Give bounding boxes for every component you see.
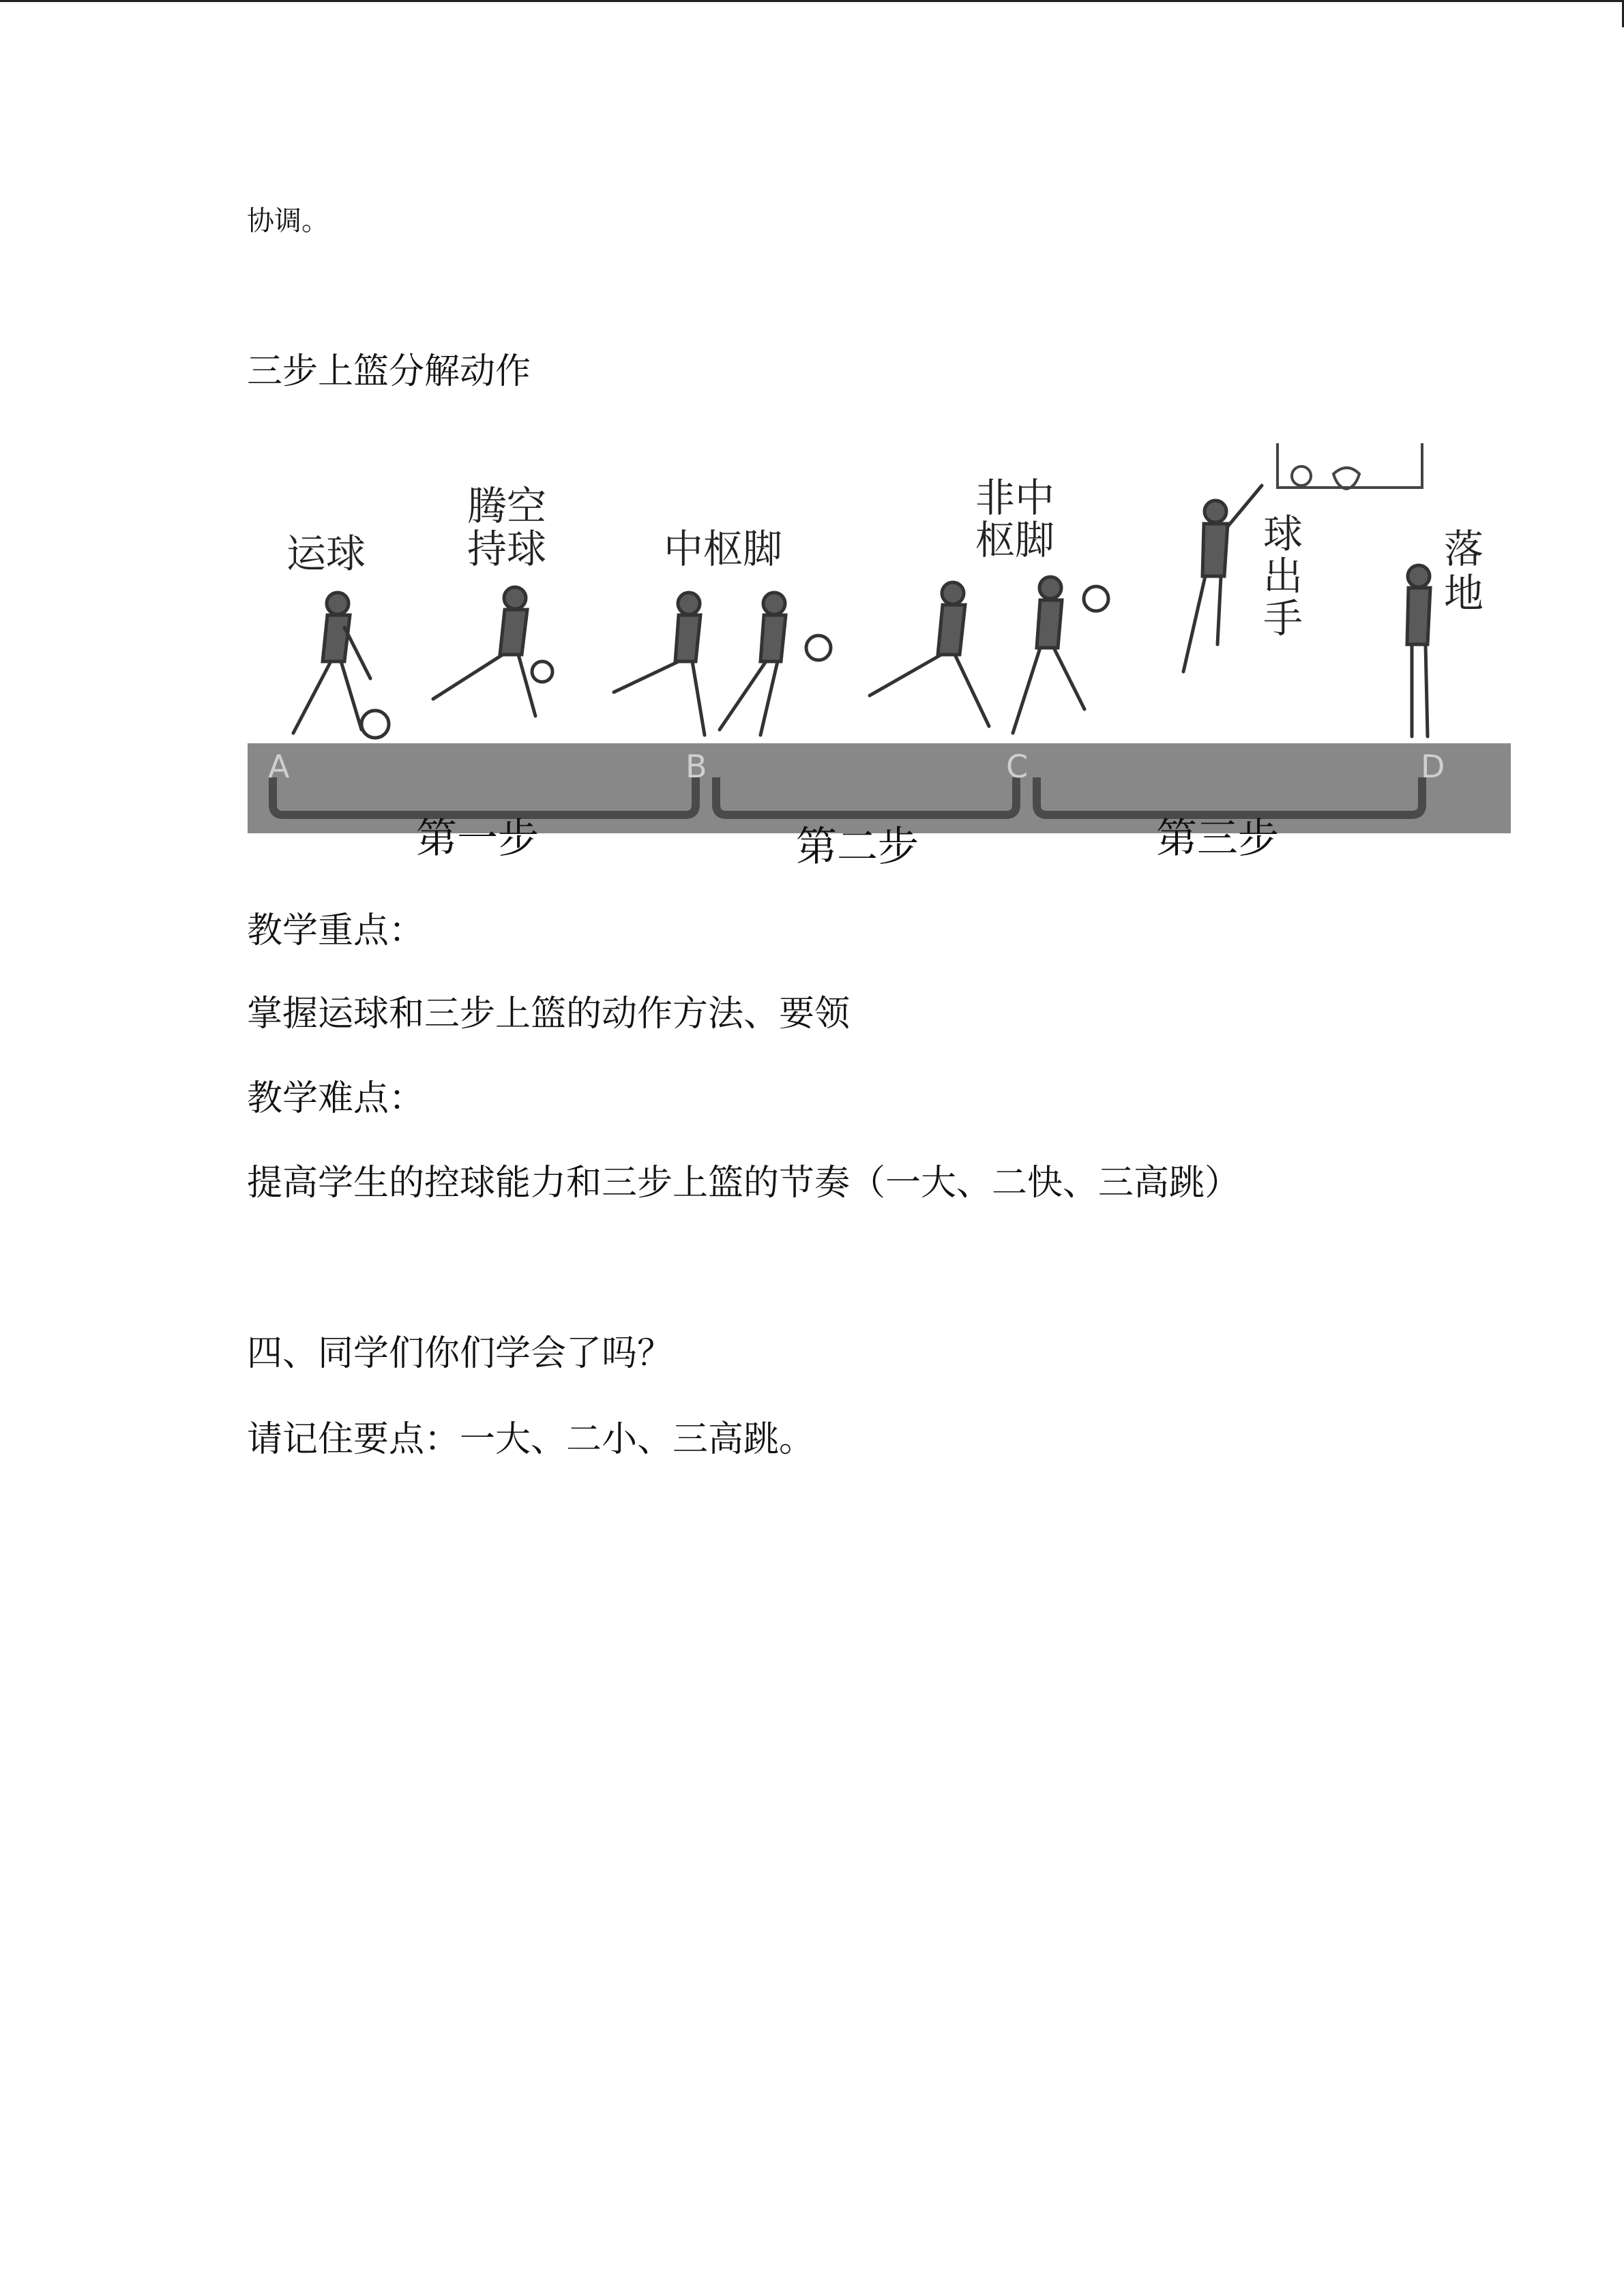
- player-non-pivot-1-icon: [870, 582, 989, 726]
- point-c: C: [1006, 748, 1029, 785]
- key-point-text: 掌握运球和三步上篮的动作方法、要领: [247, 994, 851, 1034]
- step-one-label: 第一步: [416, 815, 539, 863]
- label-dribble: 运球: [286, 531, 366, 577]
- label-air-hold-1: 腾空: [467, 483, 547, 529]
- player-air-hold-icon: [433, 587, 552, 716]
- difficulty-heading: 教学难点：: [247, 1078, 425, 1119]
- point-b: B: [685, 748, 707, 785]
- player-dribble-icon: [293, 593, 389, 738]
- remember-text: 请记住要点：一大、二小、三高跳。: [247, 1419, 815, 1460]
- player-landing-icon: [1407, 565, 1430, 736]
- label-non-pivot-2: 枢脚: [975, 517, 1055, 563]
- top-border: [0, 0, 1624, 2]
- figure-heading: 三步上篮分解动作: [247, 351, 531, 392]
- point-d: D: [1421, 748, 1445, 785]
- label-non-pivot-1: 非中: [975, 475, 1055, 521]
- player-non-pivot-2-icon: [1013, 577, 1108, 733]
- difficulty-text: 提高学生的控球能力和三步上篮的节奏（一大、二快、三高跳）: [247, 1163, 1241, 1204]
- step-two-label: 第二步: [796, 823, 919, 871]
- label-pivot-foot: 中枢脚: [664, 526, 783, 572]
- player-pivot-2-icon: [720, 593, 831, 735]
- point-a: A: [268, 748, 290, 785]
- key-point-heading: 教学重点：: [247, 910, 425, 951]
- label-air-hold-2: 持球: [467, 526, 547, 572]
- label-landing-1: 落: [1444, 526, 1484, 572]
- step-three-label: 第三步: [1156, 815, 1279, 863]
- label-release-1: 球: [1263, 511, 1303, 557]
- player-release-icon: [1183, 486, 1262, 672]
- section-four-heading: 四、同学们你们学会了吗？: [247, 1333, 673, 1374]
- coordination-line: 协调。: [247, 205, 329, 237]
- label-landing-2: 地: [1444, 570, 1484, 616]
- player-pivot-1-icon: [614, 593, 705, 735]
- label-release-2: 出: [1263, 553, 1303, 599]
- layup-figure: [242, 409, 1518, 886]
- label-release-3: 手: [1263, 595, 1303, 642]
